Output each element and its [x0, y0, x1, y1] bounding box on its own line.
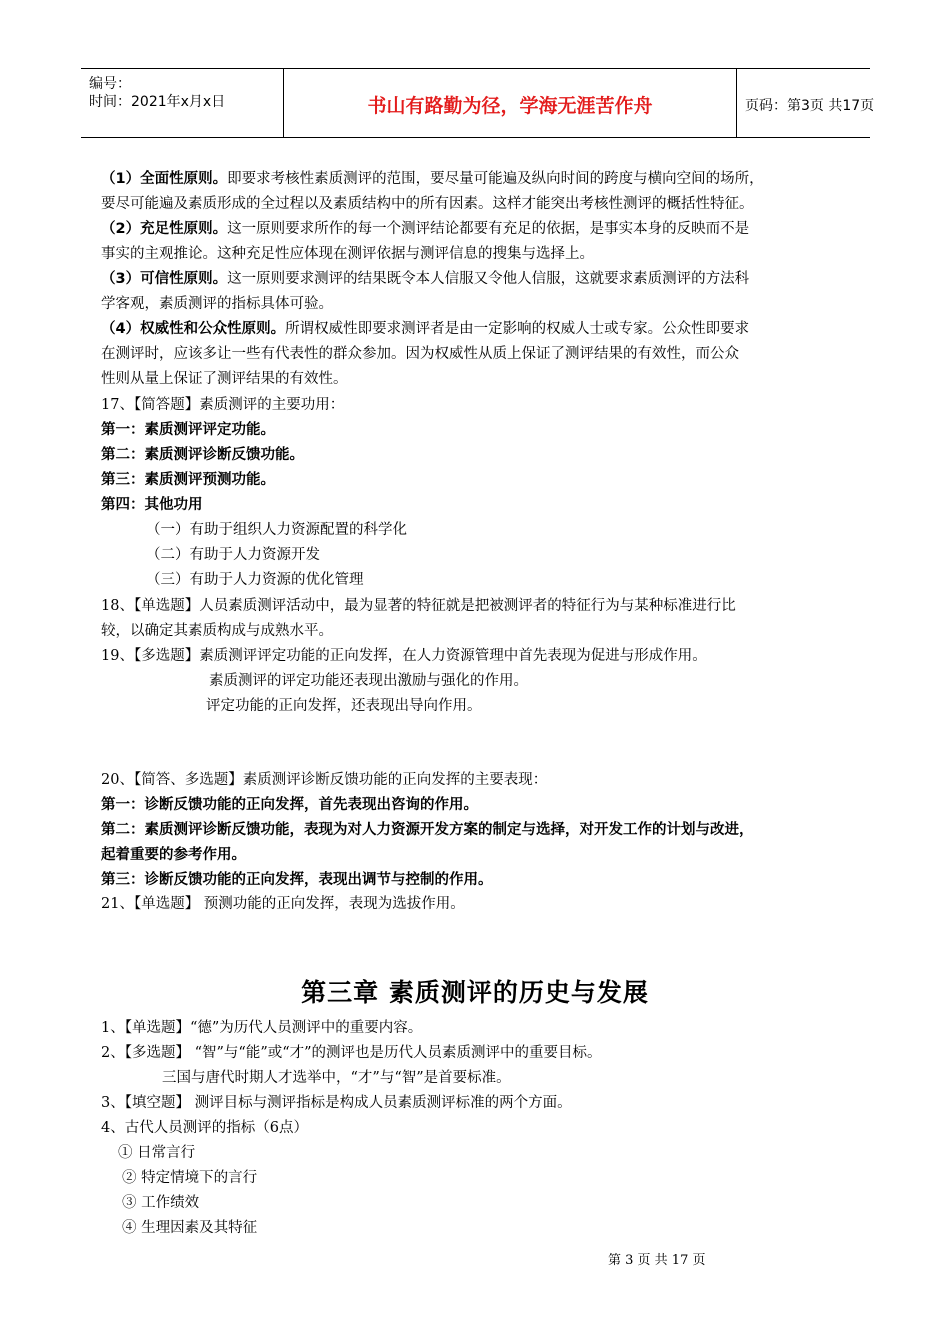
q17-sub-item: （一）有助于组织人力资源配置的科学化 [146, 522, 407, 538]
c4-item: ③ 工作绩效 [122, 1195, 200, 1211]
q19-line: 素质测评的评定功能还表现出激励与强化的作用。 [209, 673, 528, 689]
q17-item: 第二：素质测评诊断反馈功能。 [101, 447, 304, 463]
q18-line: 较，以确定其素质构成与成熟水平。 [101, 623, 333, 639]
principle-3-cont: 学客观，素质测评的指标具体可验。 [101, 296, 333, 312]
c4-title: 4、古代人员测评的指标（6点） [101, 1120, 308, 1136]
principle-4-cont2: 性则从量上保证了测评结果的有效性。 [101, 371, 348, 387]
c1-line: 1、【单选题】“德”为历代人员测评中的重要内容。 [101, 1020, 423, 1036]
q17-item: 第三：素质测评预测功能。 [101, 472, 275, 488]
q17-item: 第四：其他功用 [101, 497, 203, 513]
q19-line: 19、【多选题】素质测评评定功能的正向发挥，在人力资源管理中首先表现为促进与形成作用。 [101, 648, 707, 664]
q17-item: 第一：素质测评评定功能。 [101, 422, 275, 438]
c2-line: 2、【多选题】 “智”与“能”或“才”的测评也是历代人员素质测评中的重要目标。 [101, 1045, 602, 1061]
q20-title: 20、【简答、多选题】素质测评诊断反馈功能的正向发挥的主要表现： [101, 772, 548, 788]
page-header [81, 68, 875, 138]
time-label: 时间：2021年x月x日 [89, 94, 226, 110]
number-label: 编号： [89, 76, 131, 92]
principle-3: （3）可信性原则。这一原则要求测评的结果既令本人信服又令他人信服，这就要求素质测评的方法科 [101, 271, 750, 287]
principle-4-cont: 在测评时，应该多让一些有代表性的群众参加。因为权威性从质上保证了测评结果的有效性，而公众 [101, 346, 739, 362]
q20-item: 第二：素质测评诊断反馈功能，表现为对人力资源开发方案的制定与选择，对开发工作的计划与改进， [101, 822, 754, 838]
q18-line: 18、【单选题】人员素质测评活动中，最为显著的特征就是把被测评者的特征行为与某种标准进行比 [101, 598, 736, 614]
principle-2-cont: 事实的主观推论。这种充足性应体现在测评依据与测评信息的搜集与选择上。 [101, 246, 594, 262]
q20-item: 起着重要的参考作用。 [101, 847, 246, 863]
principle-1-cont: 要尽可能遍及素质形成的全过程以及素质结构中的所有因素。这样才能突出考核性测评的概括性特征。 [101, 196, 754, 212]
q17-sub-item: （二）有助于人力资源开发 [146, 547, 320, 563]
page-footer: 第 3 页 共 17 页 [608, 1253, 706, 1268]
chapter-title: 第三章 素质测评的历史与发展 [301, 978, 649, 1007]
motto: 书山有路勤为径，学海无涯苦作舟 [367, 95, 653, 117]
q21-line: 21、【单选题】 预测功能的正向发挥，表现为选拔作用。 [101, 896, 465, 912]
q17-sub-item: （三）有助于人力资源的优化管理 [146, 572, 364, 588]
c4-item: ② 特定情境下的言行 [122, 1170, 258, 1186]
page-info: 页码：第3页 共17页 [745, 98, 875, 114]
c4-item: ④ 生理因素及其特征 [122, 1220, 258, 1236]
q20-item: 第三：诊断反馈功能的正向发挥，表现出调节与控制的作用。 [101, 872, 493, 888]
principle-2: （2）充足性原则。这一原则要求所作的每一个测评结论都要有充足的依据，是事实本身的反映而不是 [101, 221, 750, 237]
header-motto-cell [283, 69, 737, 137]
c4-item: ① 日常言行 [118, 1145, 196, 1161]
c2-line: 三国与唐代时期人才选举中，“才”与“智”是首要标准。 [162, 1070, 511, 1086]
header-page-cell [736, 69, 875, 137]
principle-1: （1）全面性原则。即要求考核性素质测评的范围，要尽量可能遍及纵向时间的跨度与横向空间的场所， [101, 171, 764, 187]
principle-4: （4）权威性和公众性原则。所谓权威性即要求测评者是由一定影响的权威人士或专家。公众性即要求 [101, 321, 750, 337]
q19-line: 评定功能的正向发挥，还表现出导向作用。 [206, 698, 482, 714]
q17-title: 17、【简答题】素质测评的主要功用： [101, 397, 345, 413]
q20-item: 第一：诊断反馈功能的正向发挥，首先表现出咨询的作用。 [101, 797, 478, 813]
c3-line: 3、【填空题】 测评目标与测评指标是构成人员素质测评标准的两个方面。 [101, 1095, 572, 1111]
header-meta-cell [81, 69, 283, 137]
